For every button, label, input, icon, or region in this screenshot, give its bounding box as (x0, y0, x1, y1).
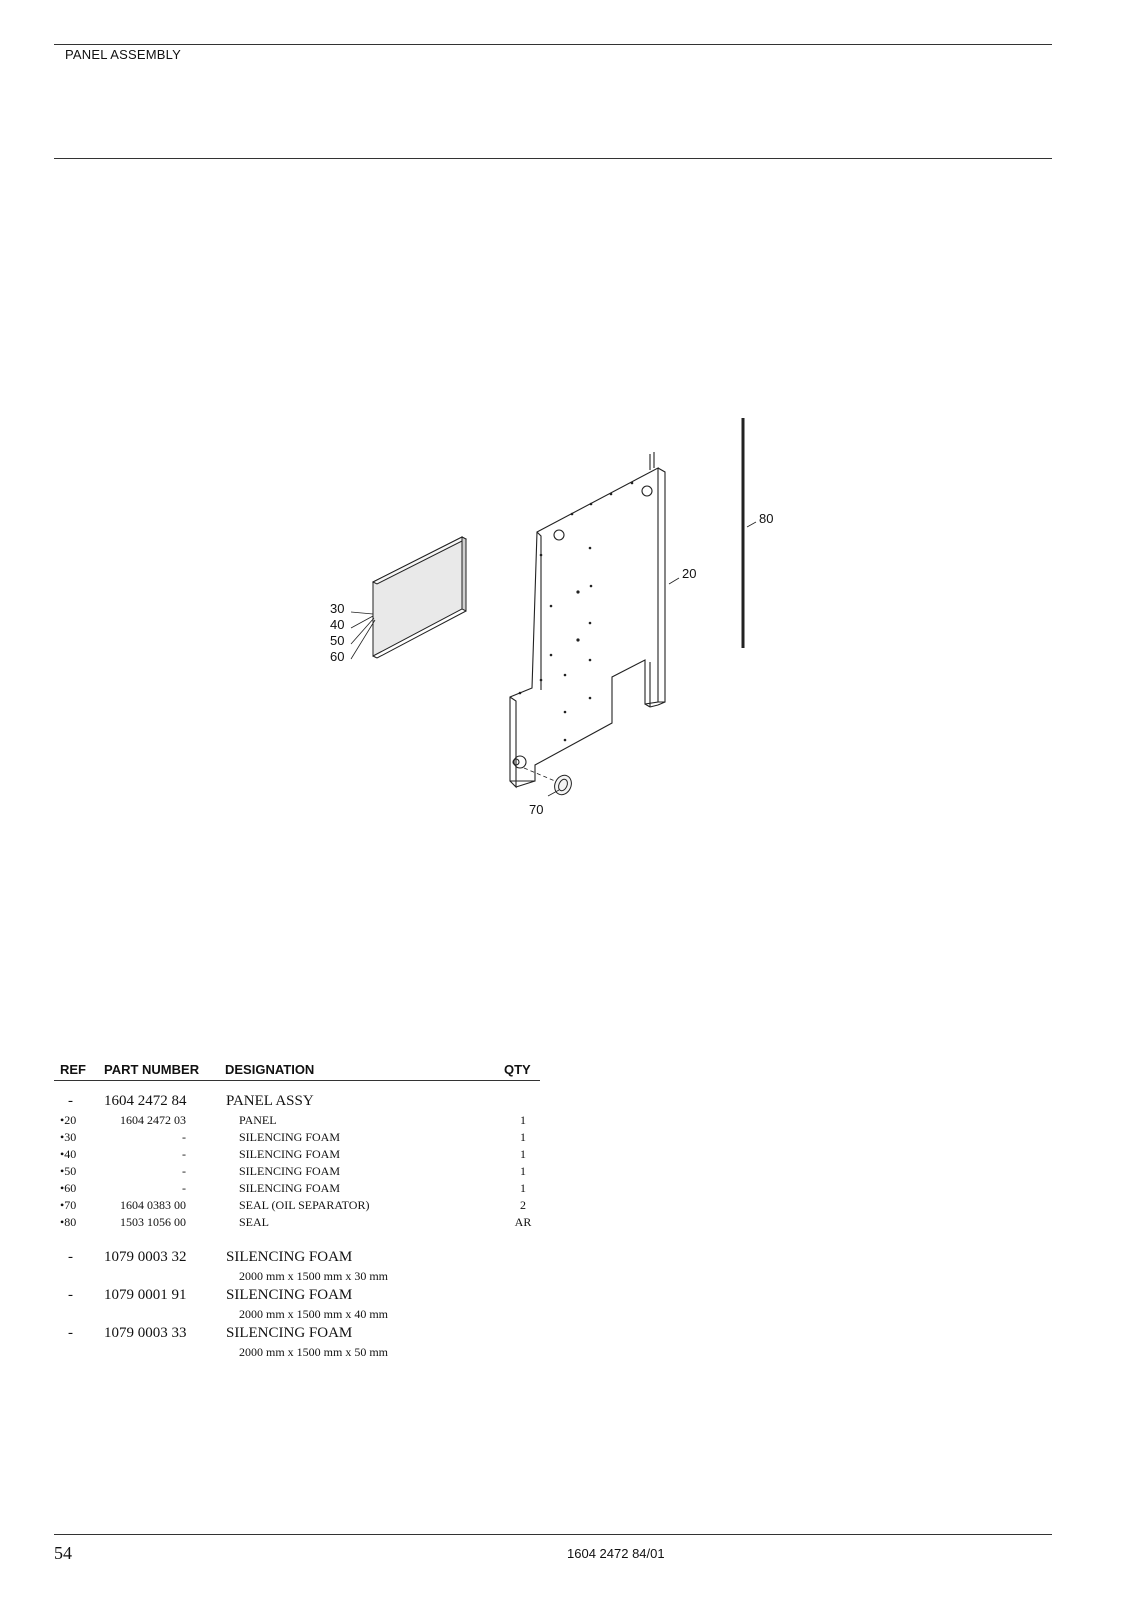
callout-50: 50 (330, 633, 345, 648)
document-number: 1604 2472 84/01 (567, 1546, 665, 1561)
table-row (54, 1215, 540, 1232)
spec: 2000 mm x 1500 mm x 40 mm (239, 1307, 389, 1321)
table-row (54, 1164, 540, 1181)
designation: SILENCING FOAM (239, 1164, 341, 1178)
qty: 1 (520, 1130, 526, 1144)
table-row (54, 1198, 540, 1215)
designation: SILENCING FOAM (239, 1181, 341, 1195)
ref: •20 (60, 1113, 77, 1127)
ref: - (68, 1287, 73, 1303)
footer-rule (54, 1534, 1052, 1535)
callout-40: 40 (330, 617, 345, 632)
ref: •30 (60, 1130, 77, 1144)
qty: 1 (520, 1147, 526, 1161)
ref: •80 (60, 1215, 77, 1229)
oil-separator-seal (524, 768, 574, 797)
ref: •50 (60, 1164, 77, 1178)
ref: - (68, 1249, 73, 1265)
spec: 2000 mm x 1500 mm x 50 mm (239, 1345, 389, 1359)
ref: •70 (60, 1198, 77, 1212)
table-row (54, 1130, 540, 1147)
table-row-extra (54, 1249, 540, 1269)
designation: SEAL (OIL SEPARATOR) (239, 1198, 370, 1212)
ref: - (68, 1325, 73, 1341)
page-title: PANEL ASSEMBLY (65, 47, 181, 62)
callout-20: 20 (682, 566, 697, 581)
ref: •40 (60, 1147, 77, 1161)
part-number: 1604 2472 84 (104, 1093, 187, 1109)
table-row-spec (54, 1307, 540, 1325)
qty: 1 (520, 1181, 526, 1195)
designation: SILENCING FOAM (239, 1147, 341, 1161)
part-number: - (182, 1164, 186, 1178)
table-row (54, 1147, 540, 1164)
qty: 2 (520, 1198, 526, 1212)
ref: - (68, 1093, 73, 1109)
page-number: 54 (54, 1543, 72, 1563)
table-row-extra (54, 1325, 540, 1345)
table-row-spec (54, 1345, 540, 1363)
table-header (54, 1060, 540, 1081)
table-row (54, 1113, 540, 1130)
ref: •60 (60, 1181, 77, 1195)
col-ref: REF (60, 1062, 86, 1077)
table-row-assembly (54, 1093, 540, 1113)
part-number: 1079 0003 32 (104, 1249, 187, 1265)
table-row (54, 1181, 540, 1198)
qty: AR (514, 1215, 532, 1229)
col-qty: QTY (504, 1062, 531, 1077)
part-number: 1079 0003 33 (104, 1325, 187, 1341)
designation: SILENCING FOAM (226, 1325, 353, 1341)
callout-80: 80 (759, 511, 774, 526)
spec: 2000 mm x 1500 mm x 30 mm (239, 1269, 389, 1283)
qty: 1 (520, 1164, 526, 1178)
part-number: 1604 0383 00 (120, 1198, 186, 1212)
designation: SILENCING FOAM (226, 1249, 353, 1265)
part-number: - (182, 1130, 186, 1144)
designation: SEAL (239, 1215, 269, 1229)
qty: 1 (520, 1113, 526, 1127)
panel-mounting-holes (519, 482, 634, 742)
callout-60: 60 (330, 649, 345, 664)
designation: SILENCING FOAM (226, 1287, 353, 1303)
col-part-number: PART NUMBER (104, 1062, 200, 1077)
col-designation: DESIGNATION (225, 1062, 315, 1077)
part-number: 1503 1056 00 (120, 1215, 186, 1229)
part-number: - (182, 1181, 186, 1195)
callout-30: 30 (330, 601, 345, 616)
parts-table (54, 1060, 540, 1363)
panel-leader-line (669, 578, 679, 584)
seal-strip (743, 418, 756, 648)
table-row-spec (54, 1269, 540, 1287)
panel-part (510, 452, 665, 787)
callout-70: 70 (529, 802, 544, 817)
table-row-extra (54, 1287, 540, 1307)
designation: SILENCING FOAM (239, 1130, 341, 1144)
part-number: 1079 0001 91 (104, 1287, 187, 1303)
part-number: 1604 2472 03 (120, 1113, 186, 1127)
designation: PANEL ASSY (226, 1093, 314, 1109)
designation: PANEL (239, 1113, 277, 1127)
part-number: - (182, 1147, 186, 1161)
foam-leader-lines (351, 612, 375, 659)
silencing-foam-block (373, 537, 466, 658)
